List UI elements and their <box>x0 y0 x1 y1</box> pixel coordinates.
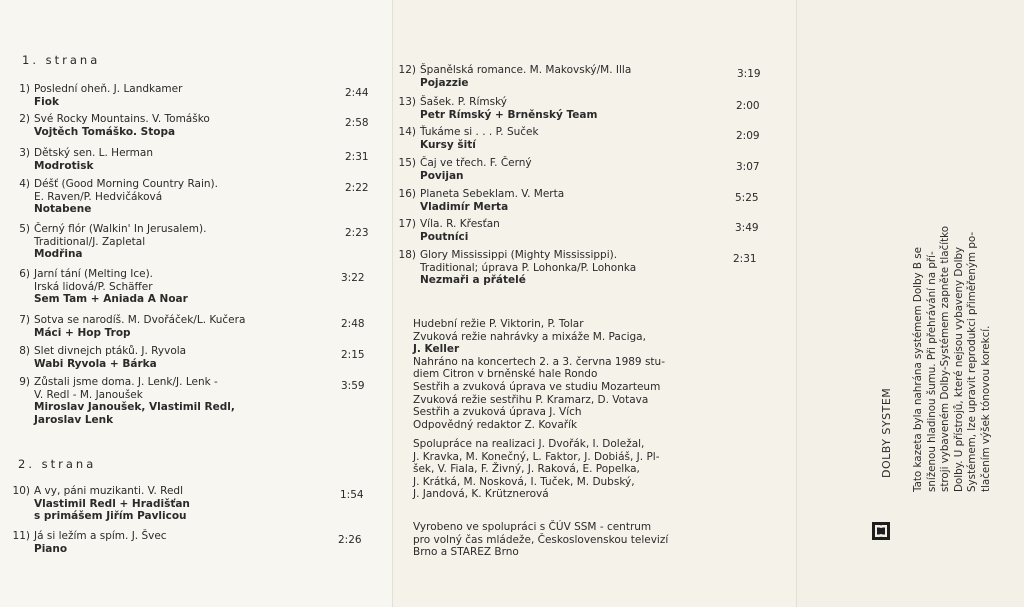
track-number: 1) <box>19 83 30 95</box>
track-text <box>34 178 218 216</box>
track-number: 18) <box>398 249 416 261</box>
track-text <box>34 530 167 555</box>
track-artist: Modřina <box>34 248 83 260</box>
credit-line: Hudební režie P. Viktorin, P. Tolar <box>413 318 584 330</box>
track-artist: Miroslav Janoušek, Vlastimil Redl, <box>34 401 235 413</box>
track-text <box>420 218 500 243</box>
track-artist: Sem Tam + Aniada A Noar <box>34 293 188 305</box>
track-title-line: Déšť (Good Morning Country Rain). <box>34 178 218 190</box>
track-duration: 2:09 <box>736 130 760 142</box>
credit-line: J. Krátká, M. Nosková, I. Tuček, M. Dubský, <box>413 475 635 488</box>
track-number: 9) <box>19 376 30 388</box>
track-title-line: Španělská romance. M. Makovský/M. Illa <box>420 64 632 76</box>
track-text <box>420 188 564 213</box>
track-number: 3) <box>19 147 30 159</box>
track-title-line: A vy, páni muzikanti. V. Redl <box>34 485 184 497</box>
track-number: 15) <box>398 157 416 169</box>
track-number: 16) <box>398 188 416 200</box>
credit-line: šek, V. Fiala, F. Živný, J. Raková, E. Popelka, <box>413 463 640 476</box>
track-title-line: Ťukáme si . . . P. Suček <box>420 126 539 138</box>
notice-line: tlačením výšek tónovou korekcí. <box>979 325 992 492</box>
track-artist: Vladimír Merta <box>420 200 509 213</box>
track-duration: 2:44 <box>345 87 369 99</box>
track-title-line: Zůstali jsme doma. J. Lenk/J. Lenk - <box>34 376 218 388</box>
credit-line: Odpovědný redaktor Z. Kovařík <box>413 418 578 431</box>
track-duration: 2:23 <box>345 227 369 239</box>
notice-line: Systémem, lze upravit reprodukci přiměřeným po- <box>966 231 979 492</box>
track-title-line: Dětský sen. L. Herman <box>34 147 153 159</box>
credit-line: J. Jandová, K. Krütznerová <box>413 488 549 501</box>
track-title-line: V. Redl - M. Janoušek <box>34 388 143 401</box>
credit-line: Sestřih a zvuková úprava ve studiu Mozarteum <box>413 380 661 393</box>
credits-production <box>413 318 665 431</box>
track-artist: Modrotisk <box>34 159 94 172</box>
track-text <box>420 64 631 89</box>
credit-line: Brno a STAREZ Brno <box>413 546 519 559</box>
track-artist: Kursy šití <box>420 138 476 151</box>
credit-line: Zvuková režie sestřihu P. Kramarz, D. Votava <box>413 393 649 406</box>
track-text <box>420 96 597 121</box>
track-artist: Fiok <box>34 95 59 108</box>
track-duration: 3:19 <box>737 68 761 80</box>
track-artist: Vlastimil Redl + Hradišťan <box>34 497 190 510</box>
track-title-line: Planeta Sebeklam. V. Merta <box>420 188 565 200</box>
track-duration: 2:26 <box>338 534 362 546</box>
credits-production-partners <box>413 521 668 559</box>
track-duration: 2:00 <box>736 100 760 112</box>
track-duration: 3:59 <box>341 380 365 392</box>
track-artist: Wabi Ryvola + Bárka <box>34 357 157 370</box>
track-title-line: Víla. R. Křesťan <box>420 218 500 230</box>
track-number: 10) <box>12 485 30 497</box>
track-duration: 3:07 <box>736 161 760 173</box>
notice-line: Tato kazeta byla nahrána systémem Dolby B se <box>912 247 924 492</box>
track-duration: 2:58 <box>345 117 369 129</box>
track-text <box>34 345 186 370</box>
track-artist: Vojtěch Tomáško. Stopa <box>34 125 176 138</box>
track-title-line: Traditional/J. Zapletal <box>34 235 146 248</box>
track-duration: 2:48 <box>341 318 365 330</box>
credit-line: pro volný čas mládeže, Československou televizí <box>413 533 669 546</box>
fold-line <box>796 0 797 607</box>
track-artist: Pojazzie <box>420 76 469 89</box>
track-title-line: Glory Mississippi (Mighty Mississippi). <box>420 249 618 261</box>
credit-line: Vyrobeno ve spolupráci s ČÚV SSM - centrum <box>413 521 652 533</box>
track-title-line: Sotva se narodíš. M. Dvořáček/L. Kučera <box>34 314 246 326</box>
track-title-line: Černý flór (Walkin' In Jerusalem). <box>34 223 207 235</box>
track-title-line: Irská lidová/P. Schäffer <box>34 280 153 293</box>
track-number: 7) <box>19 314 30 326</box>
track-artist: Jaroslav Lenk <box>34 413 114 426</box>
track-number: 17) <box>398 218 416 230</box>
track-artist: Povijan <box>420 169 464 182</box>
track-number: 4) <box>19 178 30 190</box>
track-title-line: Traditional; úprava P. Lohonka/P. Lohonka <box>420 261 637 274</box>
credit-line: J. Keller <box>413 343 460 356</box>
fold-line <box>392 0 393 607</box>
track-text <box>420 157 532 182</box>
track-artist: Piano <box>34 542 68 555</box>
track-artist: Máci + Hop Trop <box>34 326 131 339</box>
track-number: 13) <box>398 96 416 108</box>
credit-line: J. Kravka, M. Konečný, L. Faktor, J. Dobiáš, J. Pl- <box>413 450 660 463</box>
notice-line: stroji vybaveném Dolby-Systémem zapněte tlačítko <box>939 225 952 492</box>
track-number: 6) <box>19 268 30 280</box>
track-number: 11) <box>12 530 30 542</box>
track-text <box>420 249 636 287</box>
track-text <box>34 113 210 138</box>
track-title-line: Slet divnejch ptáků. J. Ryvola <box>34 345 187 357</box>
track-text <box>34 223 206 261</box>
track-text <box>34 376 235 426</box>
track-text <box>34 147 153 172</box>
track-text <box>34 485 190 523</box>
track-artist: Poutníci <box>420 230 469 243</box>
track-text <box>420 126 539 151</box>
track-title-line: Jarní tání (Melting Ice). <box>34 268 154 280</box>
middle-panel <box>392 0 796 607</box>
track-duration: 1:54 <box>340 489 364 501</box>
track-duration: 5:25 <box>735 192 759 204</box>
track-artist: Notabene <box>34 203 92 215</box>
track-duration: 2:22 <box>345 182 369 194</box>
track-duration: 2:15 <box>341 349 365 361</box>
credit-line: Zvuková režie nahrávky a mixáže M. Paciga, <box>413 330 646 343</box>
track-number: 12) <box>398 64 416 76</box>
track-duration: 3:22 <box>341 272 365 284</box>
track-number: 8) <box>19 345 30 357</box>
credit-line: diem Citron v brněnské hale Rondo <box>413 368 598 381</box>
track-duration: 2:31 <box>733 253 757 265</box>
track-title-line: Šašek. P. Rímský <box>420 96 507 108</box>
track-title-line: Já si ležím a spím. J. Švec <box>34 530 167 542</box>
track-artist: Nezmaři a přátelé <box>420 274 526 286</box>
notice-line: Dolby. U přístrojů, které nejsou vybaveny Dolby <box>952 246 965 492</box>
track-title-line: Své Rocky Mountains. V. Tomáško <box>34 113 210 125</box>
track-title-line: E. Raven/P. Hedvičáková <box>34 190 163 203</box>
track-artist: s primášem Jiřím Pavlicou <box>34 510 187 522</box>
track-text <box>34 83 182 108</box>
notice-line: sníženou hladinou šumu. Při přehrávání na pří- <box>925 251 938 492</box>
track-duration: 3:49 <box>735 222 759 234</box>
credit-line: Nahráno na koncertech 2. a 3. června 1989 stu- <box>413 355 665 368</box>
side-1-header: 1. strana <box>22 53 101 67</box>
track-number: 5) <box>19 223 30 235</box>
credit-line: Spolupráce na realizaci J. Dvořák, I. Doležal, <box>413 438 645 450</box>
track-duration: 2:31 <box>345 151 369 163</box>
side-2-header: 2. strana <box>18 457 97 471</box>
track-number: 2) <box>19 113 30 125</box>
track-text <box>34 268 188 306</box>
dolby-notice <box>912 226 994 492</box>
track-title-line: Poslední oheň. J. Landkamer <box>34 83 183 95</box>
credits-collaboration <box>413 438 659 501</box>
dolby-logo-icon <box>871 521 891 541</box>
track-text <box>34 314 245 339</box>
credit-line: Sestřih a zvuková úprava J. Vích <box>413 406 582 419</box>
track-number: 14) <box>398 126 416 138</box>
track-title-line: Čaj ve třech. F. Černý <box>420 157 532 169</box>
track-artist: Petr Rímský + Brněnský Team <box>420 108 598 121</box>
dolby-system-label: DOLBY SYSTEM <box>880 387 893 478</box>
